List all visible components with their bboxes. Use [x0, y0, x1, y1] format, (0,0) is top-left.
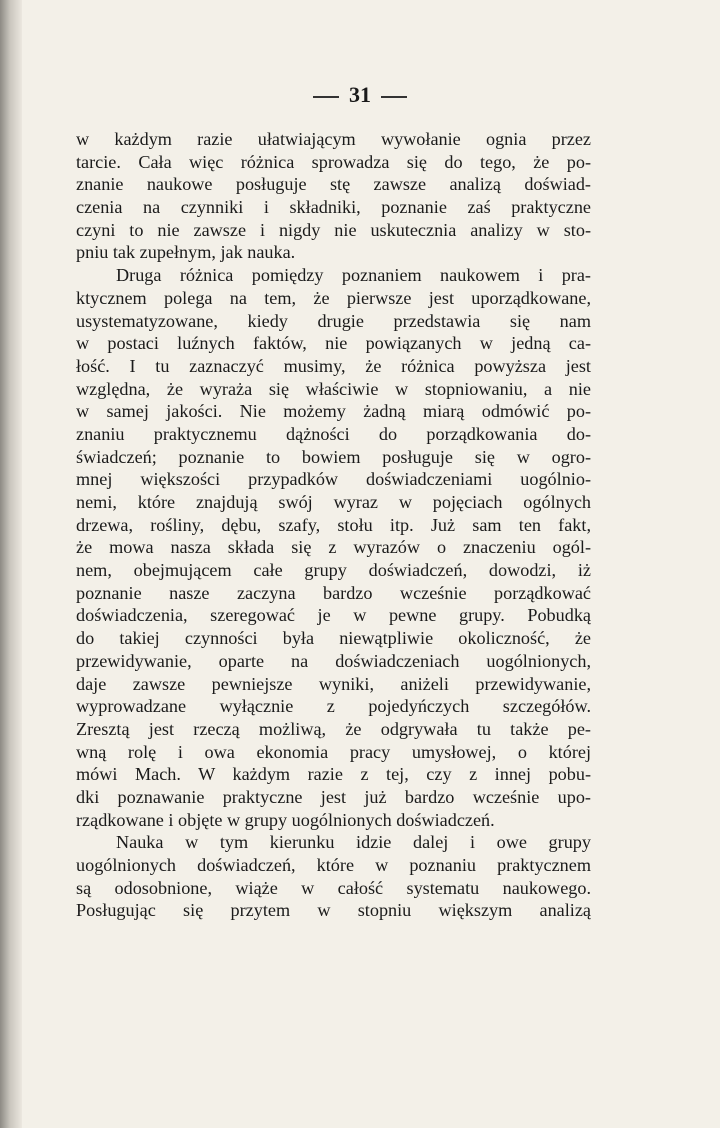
text-line: Druga różnica pomiędzy poznaniem naukowem i pra- [116, 265, 591, 286]
text-line: Posługując się przytem w stopniu większym analizą [76, 900, 591, 921]
text-line: Zresztą jest rzeczą możliwą, że odgrywała tu także pe- [76, 718, 591, 739]
text-line: rządkowane i objęte w grupy uogólnionych doświadczeń. [76, 809, 495, 830]
header-dash-left [313, 96, 339, 98]
text-line: w postaci luźnych faktów, nie powiązanych w jedną ca- [76, 333, 591, 354]
text-line: mnej większości przypadków doświadczeniami uogólnio- [76, 469, 591, 490]
text-line: znaniu praktycznemu dążności do porządkowania do- [76, 423, 591, 444]
text-line: względna, że wyraża się właściwie w stopniowaniu, a nie [76, 378, 591, 399]
text-line: Nauka w tym kierunku idzie dalej i owe grupy [116, 832, 591, 853]
text-line: przewidywanie, oparte na doświadczeniach uogólnionych, [76, 650, 591, 671]
text-line: drzewa, rośliny, dębu, szafy, stołu itp. Już sam ten fakt, [76, 514, 591, 535]
text-line: nem, obejmującem całe grupy doświadczeń, dowodzi, iż [76, 560, 591, 581]
text-line: czenia na czynniki i składniki, poznanie zaś praktyczne [76, 197, 591, 218]
text-line: wyprowadzane wyłącznie z pojedyńczych szczegółów. [76, 696, 591, 717]
text-line: do takiej czynności była niewątpliwie okoliczność, że [76, 628, 591, 649]
text-line: świadczeń; poznanie to bowiem posługuje się w ogro- [76, 446, 591, 467]
text-line: uogólnionych doświadczeń, które w poznaniu praktycznem [76, 855, 591, 875]
text-line: nemi, które znajdują swój wyraz w pojęciach ogólnych [76, 492, 591, 512]
text-line: dki poznawanie praktyczne jest już bardzo wcześnie upo- [76, 786, 591, 807]
text-line: że mowa nasza składa się z wyrazów o znaczeniu ogól- [76, 537, 591, 558]
header-dash-right [381, 96, 407, 98]
text-line: ktycznem polega na tem, że pierwsze jest uporządkowane, [76, 287, 591, 308]
text-line: w samej jakości. Nie możemy żadną miarą odmówić po- [76, 401, 591, 422]
text-line: łość. I tu zaznaczyć musimy, że różnica powyższa jest [76, 355, 591, 376]
text-line: w każdym razie ułatwiającym wywołanie ognia przez [76, 129, 591, 149]
text-line: pniu tak zupełnym, jak nauka. [76, 242, 296, 263]
text-line: mówi Mach. W każdym razie z tej, czy z innej pobu- [76, 764, 591, 785]
binding-shadow [0, 0, 22, 1128]
text-line: usystematyzowane, kiedy drugie przedstawia się nam [76, 310, 591, 331]
body-text [76, 128, 591, 922]
text-line: tarcie. Cała więc różnica sprowadza się do tego, że po- [76, 151, 591, 172]
text-line: czyni to nie zawsze i nigdy nie uskutecznia analizy w sto- [76, 219, 591, 240]
text-line: doświadczenia, szeregować je w pewne grupy. Pobudką [76, 605, 591, 626]
page-header [0, 82, 720, 108]
page-number: 31 [349, 82, 371, 107]
text-line: wną rolę i owa ekonomia pracy umysłowej, o której [76, 741, 591, 762]
text-line: daje zawsze pewniejsze wyniki, aniżeli przewidywanie, [76, 673, 591, 694]
text-line: poznanie nasze zaczyna bardzo wcześnie porządkować [76, 582, 591, 603]
text-line: są odosobnione, wiąże w całość systematu naukowego. [76, 877, 591, 898]
text-line: znanie naukowe posługuje stę zawsze analizą doświad- [76, 174, 591, 195]
